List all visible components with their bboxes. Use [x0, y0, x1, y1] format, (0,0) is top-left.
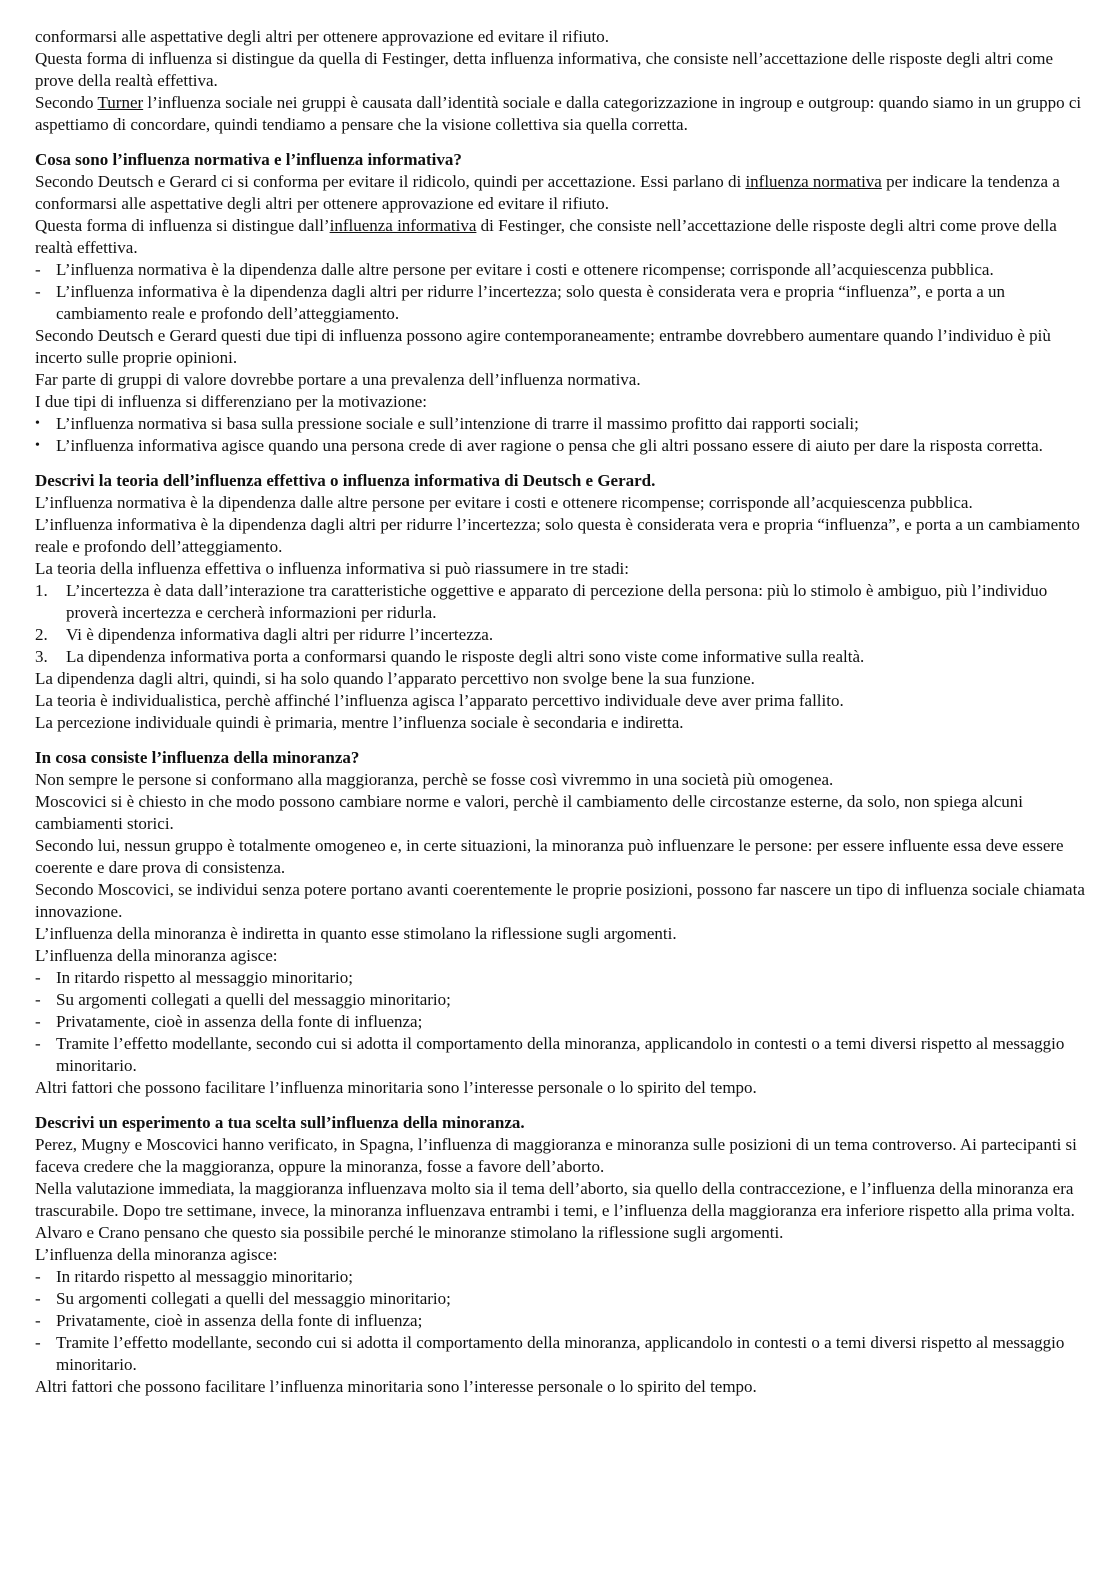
- section-3-heading: In cosa consiste l’influenza della minoranza?: [35, 748, 360, 767]
- section-2-paragraph-5: La teoria è individualistica, perchè affinché l’influenza agisca l’apparato percettivo individuale deve aver prima fallito.: [35, 691, 844, 710]
- list-item: 2. Vi è dipendenza informativa dagli altri per ridurre l’incertezza.: [35, 625, 494, 644]
- section-2-paragraph-4: La dipendenza dagli altri, quindi, si ha solo quando l’apparato percettivo non svolge bene la sua funzione.: [35, 669, 755, 688]
- list-item: - In ritardo rispetto al messaggio minoritario;: [35, 1266, 1085, 1288]
- section-2-heading: Descrivi la teoria dell’influenza effettiva o influenza informativa di Deutsch e Gerard.: [35, 471, 656, 490]
- list-item-number: 1.: [35, 581, 48, 600]
- section-1-paragraph-2: Questa forma di influenza si distingue dall’influenza informativa di Festinger, che consiste nell’accettazione delle risposte degli altri come prove della realtà effettiva.: [35, 216, 1057, 257]
- section-4-paragraph-2: Nella valutazione immediata, la maggioranza influenzava molto sia il tema dell’aborto, sia quello della contraccezione, e l’influenza della minoranza era trascurabile. Dopo tre settimane, invece, la minoranza influenzava entrambi i temi, e l’influenza della maggioranza era inferiore rispetto alla prima volta.: [35, 1179, 1075, 1220]
- list-item: - Su argomenti collegati a quelli del messaggio minoritario;: [35, 1288, 1085, 1310]
- section-3-paragraph-5: L’influenza della minoranza è indiretta in quanto esse stimolano la riflessione sugli argomenti.: [35, 924, 677, 943]
- list-item: • L’influenza normativa si basa sulla pressione sociale e sull’intenzione di trarre il massimo profitto dai rapporti sociali;: [35, 413, 1085, 435]
- section-4-paragraph-4: L’influenza della minoranza agisce:: [35, 1245, 278, 1264]
- section-3-paragraph-7: Altri fattori che possono facilitare l’influenza minoritaria sono l’interesse personale o lo spirito del tempo.: [35, 1078, 757, 1097]
- section-2-paragraph-1: L’influenza normativa è la dipendenza dalle altre persone per evitare i costi e ottenere ricompense; corrisponde all’acquiescenza pubblica.: [35, 493, 973, 512]
- section-1-paragraph-3: Secondo Deutsch e Gerard questi due tipi di influenza possono agire contemporaneamente; entrambe dovrebbero aumentare quando l’individuo è più incerto sulle proprie opinioni.: [35, 326, 1051, 367]
- list-item: - Tramite l’effetto modellante, secondo cui si adotta il comportamento della minoranza, applicandolo in contesti o a temi diversi rispetto al messaggio minoritario.: [35, 1332, 1085, 1376]
- section-3-paragraph-3: Secondo lui, nessun gruppo è totalmente omogeneo e, in certe situazioni, la minoranza può influenzare le persone: per essere influente essa deve essere coerente e dare prova di consistenza.: [35, 836, 1064, 877]
- section-3-paragraph-2: Moscovici si è chiesto in che modo possono cambiare norme e valori, perchè il cambiamento delle circostanze esterne, da solo, non spiega alcuni cambiamenti storici.: [35, 792, 1024, 833]
- list-item: 1. L’incertezza è data dall’interazione tra caratteristiche oggettive e apparato di percezione della persona: più lo stimolo è ambiguo, più l’individuo proverà incertezza e cercherà informazioni per ridurla.: [35, 581, 1048, 622]
- section-4-dash-list: [35, 1266, 1085, 1376]
- section-2-numbered-list: [35, 580, 1085, 668]
- list-item: - In ritardo rispetto al messaggio minoritario;: [35, 967, 1085, 989]
- section-4-paragraph-1: Perez, Mugny e Moscovici hanno verificato, in Spagna, l’influenza di maggioranza e minoranza sulle posizioni di un tema controverso. Ai partecipanti si faceva credere che la maggioranza, oppure la minoranza, fosse a favore dell’aborto.: [35, 1135, 1077, 1176]
- section-1-paragraph-1: Secondo Deutsch e Gerard ci si conforma per evitare il ridicolo, quindi per accettazione. Essi parlano di influenza normativa per indicare la tendenza a conformarsi alle aspettative degli altri per ottenere approvazione ed evitare il rifiuto.: [35, 172, 1060, 213]
- intro-paragraph-3: Secondo Turner l’influenza sociale nei gruppi è causata dall’identità sociale e dalla categorizzazione in ingroup e outgroup: quando siamo in un gruppo ci aspettiamo di concordare, quindi tendiamo a pensare che la visione collettiva sia quella corretta.: [35, 93, 1082, 134]
- section-1-paragraph-5: I due tipi di influenza si differenziano per la motivazione:: [35, 392, 427, 411]
- list-item: - L’influenza informativa è la dipendenza dagli altri per ridurre l’incertezza; solo questa è considerata vera e propria “influenza”, e porta a un cambiamento reale e profondo dell’atteggiamento.: [35, 281, 1085, 325]
- list-item: 3. La dipendenza informativa porta a conformarsi quando le risposte degli altri sono viste come informative sulla realtà.: [35, 647, 865, 666]
- section-4-paragraph-5: Altri fattori che possono facilitare l’influenza minoritaria sono l’interesse personale o lo spirito del tempo.: [35, 1377, 757, 1396]
- section-3-dash-list: [35, 967, 1085, 1077]
- section-1-heading: Cosa sono l’influenza normativa e l’influenza informativa?: [35, 150, 462, 169]
- normative-influence-underlined-term: influenza normativa: [745, 172, 882, 191]
- section-2-paragraph-3: La teoria della influenza effettiva o influenza informativa si può riassumere in tre stadi:: [35, 559, 629, 578]
- section-2-paragraph-2: L’influenza informativa è la dipendenza dagli altri per ridurre l’incertezza; solo questa è considerata vera e propria “influenza”, e porta a un cambiamento reale e profondo dell’atteggiamento.: [35, 515, 1080, 556]
- list-item: - Privatamente, cioè in assenza della fonte di influenza;: [35, 1011, 1085, 1033]
- section-2-paragraph-6: La percezione individuale quindi è primaria, mentre l’influenza sociale è secondaria e indiretta.: [35, 713, 684, 732]
- list-item: - Tramite l’effetto modellante, secondo cui si adotta il comportamento della minoranza, applicandolo in contesti o a temi diversi rispetto al messaggio minoritario.: [35, 1033, 1085, 1077]
- section-1-paragraph-4: Far parte di gruppi di valore dovrebbe portare a una prevalenza dell’influenza normativa.: [35, 370, 641, 389]
- list-item: - Su argomenti collegati a quelli del messaggio minoritario;: [35, 989, 1085, 1011]
- intro-paragraph-1: conformarsi alle aspettative degli altri per ottenere approvazione ed evitare il rifiuto.: [35, 27, 609, 46]
- document-page: [35, 26, 1085, 1398]
- section-3-paragraph-4: Secondo Moscovici, se individui senza potere portano avanti coerentemente le proprie posizioni, possono far nascere un tipo di influenza sociale chiamata innovazione.: [35, 880, 1085, 921]
- section-3-paragraph-1: Non sempre le persone si conformano alla maggioranza, perchè se fosse così vivremmo in una società più omogenea.: [35, 770, 834, 789]
- list-item-number: 3.: [35, 647, 48, 666]
- turner-underlined-term: Turner: [97, 93, 144, 112]
- section-1-bullet-list: [35, 413, 1085, 457]
- section-4-heading: Descrivi un esperimento a tua scelta sull’influenza della minoranza.: [35, 1113, 525, 1132]
- intro-paragraph-2: Questa forma di influenza si distingue da quella di Festinger, detta influenza informativa, che consiste nell’accettazione delle risposte degli altri come prove della realtà effettiva.: [35, 49, 1054, 90]
- section-1-dash-list: [35, 259, 1085, 325]
- list-item: • L’influenza informativa agisce quando una persona crede di aver ragione o pensa che gli altri possano essere di aiuto per dare la risposta corretta.: [35, 435, 1085, 457]
- list-item-number: 2.: [35, 625, 48, 644]
- list-item: - Privatamente, cioè in assenza della fonte di influenza;: [35, 1310, 1085, 1332]
- list-item: - L’influenza normativa è la dipendenza dalle altre persone per evitare i costi e ottenere ricompense; corrisponde all’acquiescenza pubblica.: [35, 259, 1085, 281]
- section-3-paragraph-6: L’influenza della minoranza agisce:: [35, 946, 278, 965]
- section-4-paragraph-3: Alvaro e Crano pensano che questo sia possibile perché le minoranze stimolano la riflessione sugli argomenti.: [35, 1223, 784, 1242]
- informative-influence-underlined-term: influenza informativa: [329, 216, 477, 235]
